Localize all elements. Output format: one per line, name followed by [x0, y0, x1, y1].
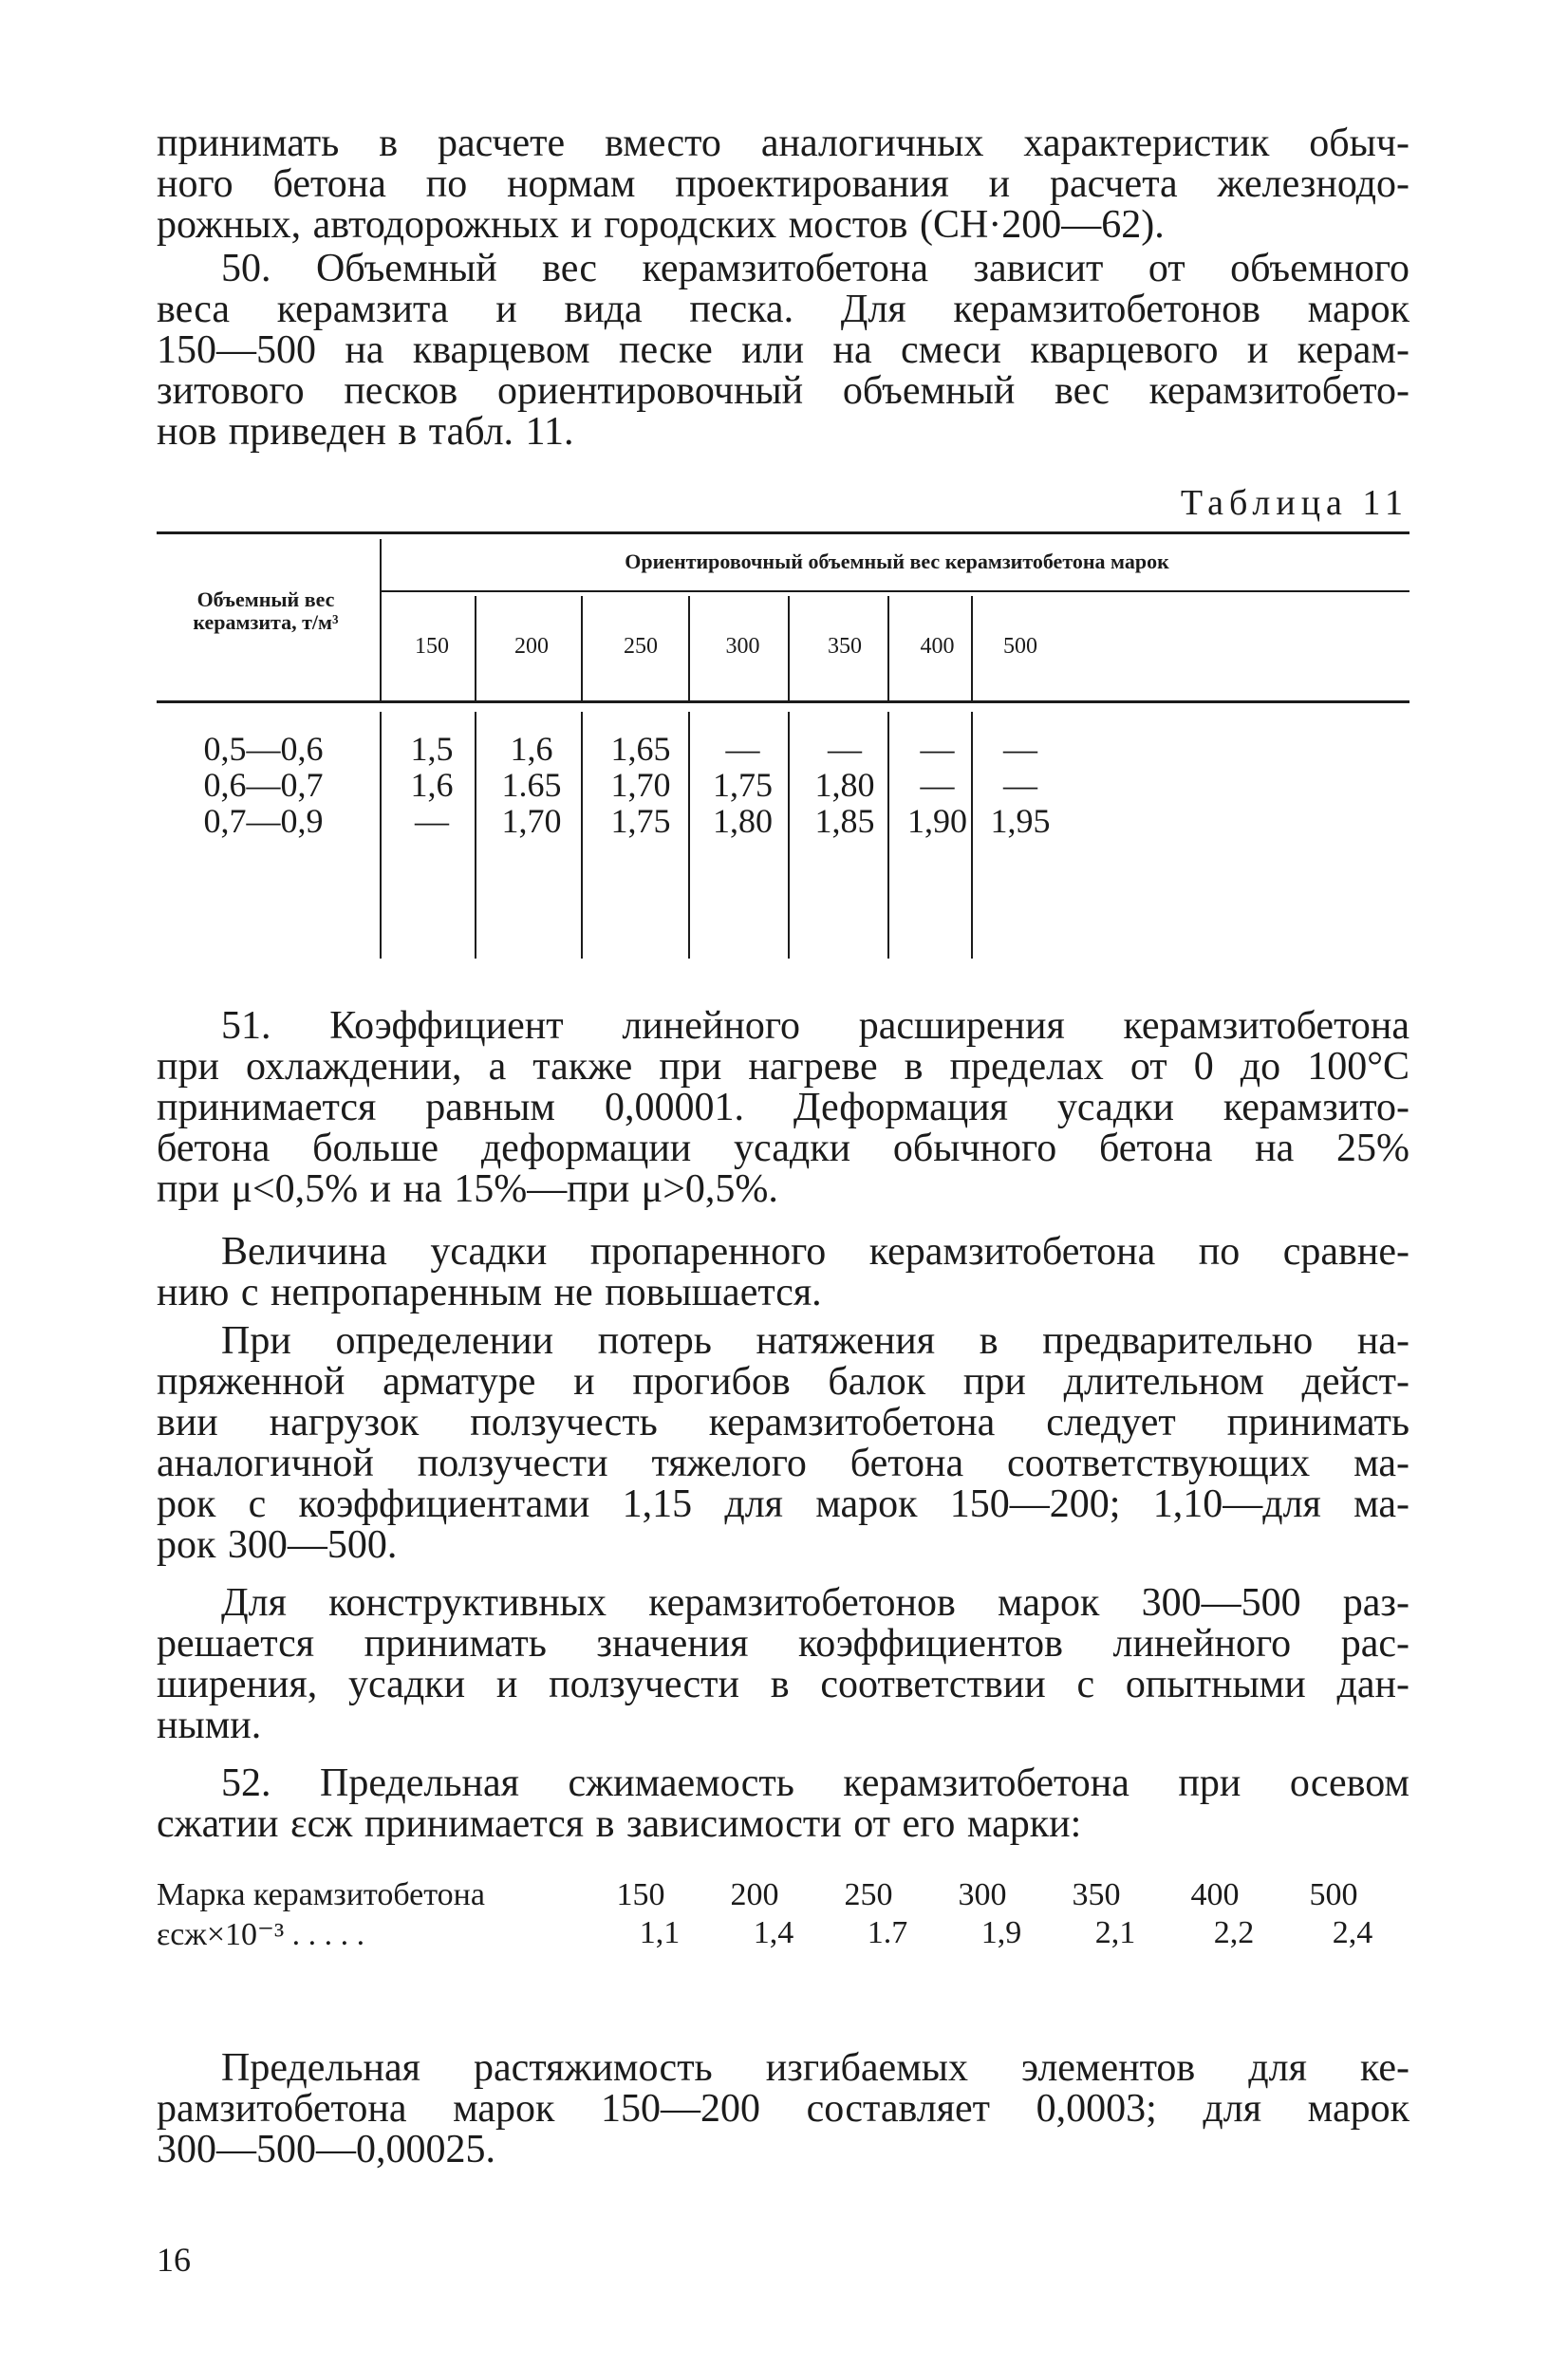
paragraph-51-constructive	[157, 1583, 1409, 1746]
column-separator	[688, 596, 690, 700]
brand-header-cell: 300	[725, 634, 760, 659]
epsilon-label: εсж×10⁻³ . . . . .	[157, 1917, 365, 1952]
paragraph-line: ширения, усадки и ползучести в соответствии с опытными дан-	[157, 1663, 1409, 1706]
epsilon-value: 1.7	[867, 1915, 908, 1950]
brand-value: 350	[1072, 1877, 1121, 1912]
column-separator	[788, 596, 790, 700]
paragraph-line: Величина усадки пропаренного керамзитобетона по сравне-	[221, 1230, 1409, 1274]
paragraph-51	[157, 1006, 1409, 1210]
compressibility-table	[157, 1877, 1409, 1953]
table-value-cell: —	[725, 730, 760, 768]
paragraph-line: 300—500—0,00025.	[157, 2128, 495, 2171]
paragraph-line: при охлаждении, а также при нагреве в пределах от 0 до 100°С	[157, 1045, 1409, 1089]
table-value-cell: 1,6	[410, 766, 454, 804]
brand-label: Марка керамзитобетона	[157, 1877, 485, 1912]
paragraph-line: 51. Коэффициент линейного расширения керамзитобетона	[221, 1004, 1409, 1048]
paragraph-51-shrinkage	[157, 1232, 1409, 1313]
table-value-cell: 1,5	[410, 730, 454, 768]
table-11	[157, 531, 1409, 963]
column-separator	[380, 539, 382, 700]
brand-header-cell: 350	[828, 634, 862, 659]
paragraph-line: решается принимать значения коэффициентов линейного рас-	[157, 1622, 1409, 1666]
paragraph-line: Для конструктивных керамзитобетонов марок 300—500 раз-	[221, 1581, 1409, 1625]
paragraph-line: бетона больше деформации усадки обычного бетона на 25%	[157, 1127, 1409, 1170]
table-stub-header: Объемный вес керамзита, т/м³	[193, 587, 339, 634]
table-value-cell: 1,95	[990, 802, 1051, 840]
brand-value: 250	[844, 1877, 893, 1912]
table-header-rule	[157, 700, 1409, 703]
page-number: 16	[157, 2241, 191, 2279]
paragraph-52	[157, 1763, 1409, 1845]
table-value-cell: 1,70	[610, 766, 671, 804]
brand-value: 150	[616, 1877, 665, 1912]
epsilon-row	[157, 1915, 1409, 1953]
table-value-cell: —	[1003, 766, 1037, 804]
brand-header-cell: 150	[415, 634, 449, 659]
brand-row	[157, 1877, 1409, 1915]
brand-header-cell: 500	[1003, 634, 1037, 659]
table-value-cell: 1,80	[814, 766, 875, 804]
paragraph-50	[157, 249, 1409, 453]
brand-value: 500	[1309, 1877, 1358, 1912]
paragraph-line: зитового песков ориентировочный объемный вес керамзитобето-	[157, 369, 1409, 413]
table-value-cell: 1,70	[501, 802, 562, 840]
paragraph-line: рок 300—500.	[157, 1523, 398, 1567]
epsilon-value: 1,4	[753, 1915, 794, 1950]
table-top-rule	[157, 531, 1409, 534]
table-value-cell: 1,6	[510, 730, 553, 768]
brand-header-cell: 400	[920, 634, 955, 659]
paragraph-line: пряженной арматуре и прогибов балок при длительном дейст-	[157, 1360, 1409, 1404]
paragraph-line: 150—500 на кварцевом песке или на смеси кварцевого и керам-	[157, 328, 1409, 372]
paragraph-line: ного бетона по нормам проектирования и расчета железнодо-	[157, 162, 1409, 206]
brand-value: 200	[730, 1877, 779, 1912]
density-range-cell: 0,7—0,9	[203, 802, 324, 840]
column-separator	[380, 712, 382, 959]
density-range-cell: 0,5—0,6	[203, 730, 324, 768]
brand-value: 300	[958, 1877, 1007, 1912]
epsilon-value: 1,9	[980, 1915, 1022, 1950]
brand-header-cell: 200	[514, 634, 549, 659]
paragraph-52-tension	[157, 2048, 1409, 2170]
table-caption: Таблица 11	[1180, 483, 1409, 523]
table-value-cell: —	[415, 802, 449, 840]
density-range-cell: 0,6—0,7	[203, 766, 324, 804]
column-separator	[887, 596, 889, 700]
table-value-cell: 1,80	[713, 802, 773, 840]
paragraph-line: При определении потерь натяжения в предварительно на-	[221, 1319, 1409, 1363]
paragraph-line: вии нагрузок ползучесть керамзитобетона следует принимать	[157, 1401, 1409, 1444]
paragraph-line: сжатии εсж принимается в зависимости от его марки:	[157, 1802, 1082, 1846]
paragraph-line: нов приведен в табл. 11.	[157, 410, 574, 454]
epsilon-value: 2,4	[1332, 1915, 1373, 1950]
column-separator	[581, 596, 583, 700]
table-value-cell: 1.65	[501, 766, 562, 804]
column-separator	[475, 596, 476, 700]
table-value-cell: —	[828, 730, 862, 768]
paragraph-line: веса керамзита и вида песка. Для керамзитобетонов марок	[157, 288, 1409, 331]
epsilon-value: 2,1	[1094, 1915, 1136, 1950]
table-group-rule	[380, 590, 1409, 592]
table-value-cell: 1,75	[610, 802, 671, 840]
table-value-cell: —	[920, 766, 955, 804]
brand-value: 400	[1190, 1877, 1240, 1912]
paragraph-line: принимать в расчете вместо аналогичных характеристик обыч-	[157, 121, 1409, 165]
table-value-cell: —	[920, 730, 955, 768]
table-group-header: Ориентировочный объемный вес керамзитобетона марок	[625, 550, 1169, 573]
table-value-cell: 1,75	[713, 766, 773, 804]
paragraph-line: 50. Объемный вес керамзитобетона зависит от объемного	[221, 247, 1409, 290]
table-value-cell: 1,65	[610, 730, 671, 768]
paragraph-line: аналогичной ползучести тяжелого бетона соответствующих ма-	[157, 1442, 1409, 1485]
table-value-cell: 1,90	[907, 802, 967, 840]
epsilon-value: 1,1	[639, 1915, 681, 1950]
paragraph-51-creep	[157, 1321, 1409, 1566]
paragraph-line: рамзитобетона марок 150—200 составляет 0,0003; для марок	[157, 2087, 1409, 2131]
paragraph-line: принимается равным 0,00001. Деформация усадки керамзито-	[157, 1086, 1409, 1129]
table-value-cell: —	[1003, 730, 1037, 768]
paragraph-line: рожных, автодорожных и городских мостов (СН·200—62).	[157, 203, 1165, 247]
paragraph-line: 52. Предельная сжимаемость керамзитобетона при осевом	[221, 1761, 1409, 1805]
paragraph-line: ными.	[157, 1704, 262, 1747]
paragraph-intro	[157, 123, 1409, 246]
paragraph-line: рок с коэффициентами 1,15 для марок 150—200; 1,10—для ма-	[157, 1482, 1409, 1526]
paragraph-line: нию с непропаренным не повышается.	[157, 1271, 822, 1314]
epsilon-value: 2,2	[1213, 1915, 1255, 1950]
table-value-cell: 1,85	[814, 802, 875, 840]
brand-header-cell: 250	[624, 634, 658, 659]
paragraph-line: при μ<0,5% и на 15%—при μ>0,5%.	[157, 1167, 778, 1211]
paragraph-line: Предельная растяжимость изгибаемых элементов для ке-	[221, 2046, 1409, 2090]
